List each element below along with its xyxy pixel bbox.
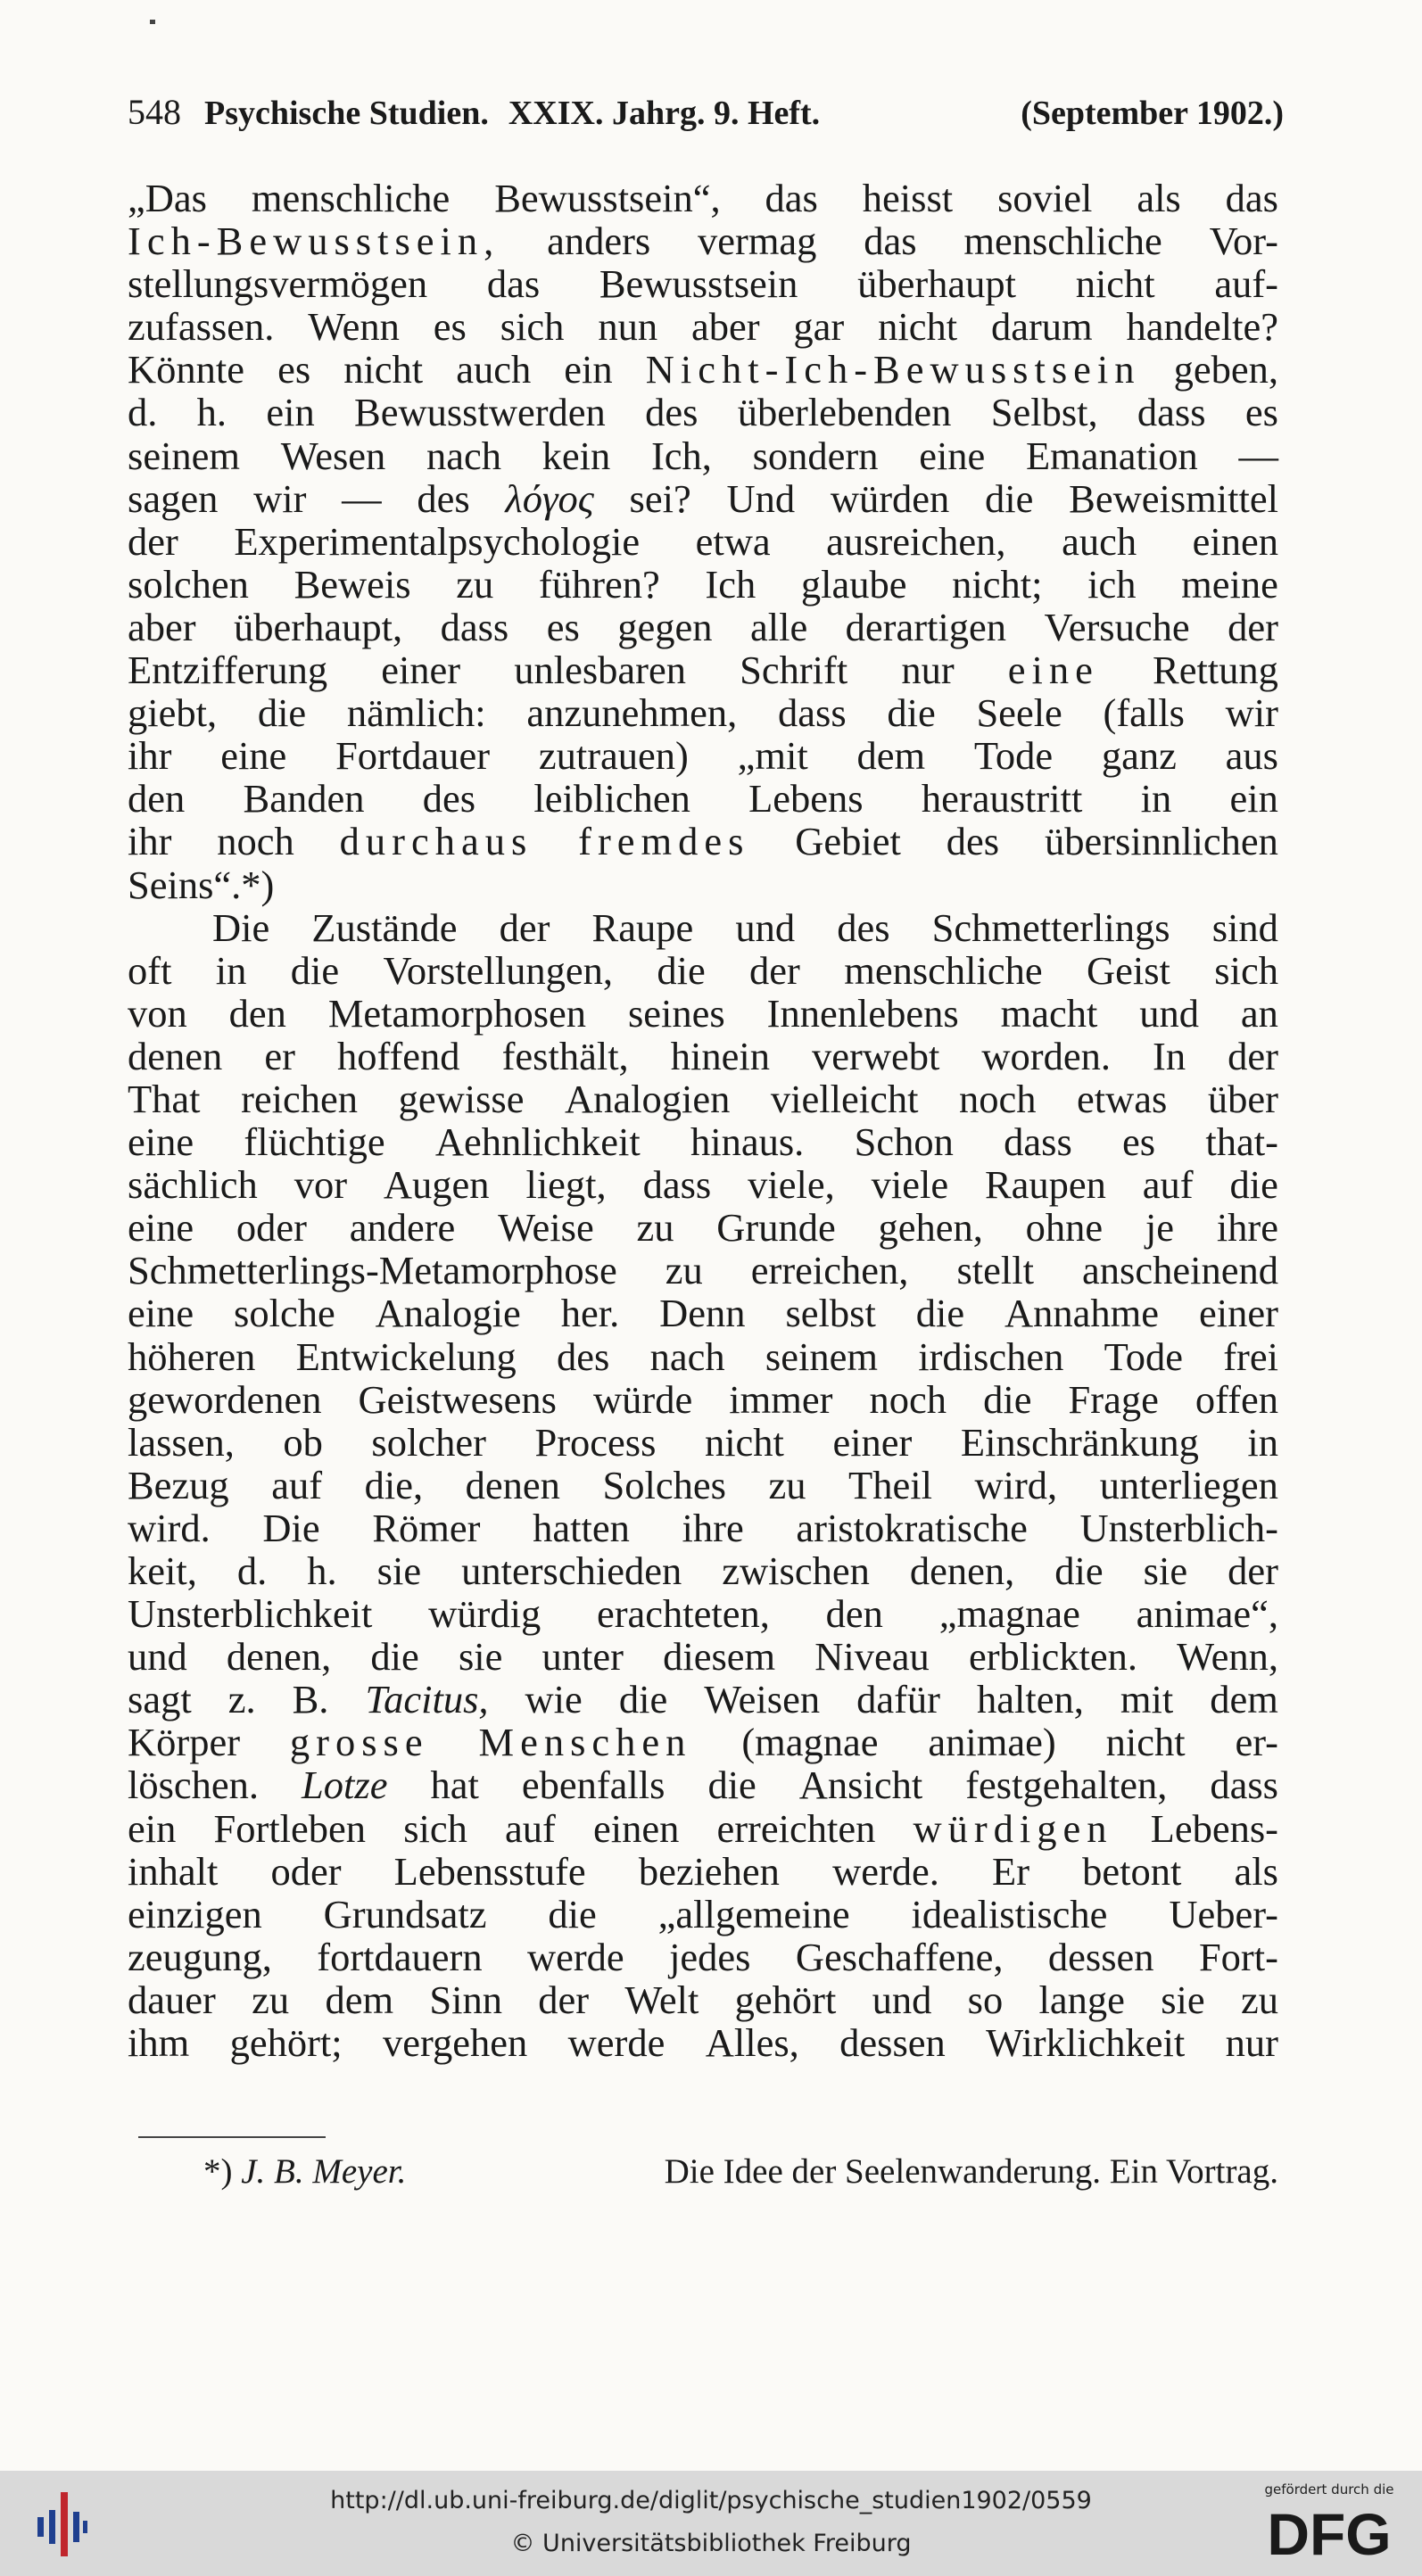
dfg-logo-text: DFG <box>1267 2501 1392 2564</box>
text-line: giebt, die nämlich: anzunehmen, dass die Seele (falls wir <box>128 690 1278 736</box>
footnote-rule <box>138 2136 326 2138</box>
text-line: eine solche Analogie her. Denn selbst die Annahme einer <box>128 1291 1278 1336</box>
journal-title: Psychische Studien. <box>204 95 489 132</box>
footnote-author: J. B. Meyer. <box>241 2152 407 2191</box>
footnote-marker: *) <box>203 2152 233 2191</box>
dfg-caption: gefördert durch die <box>1264 2481 1394 2498</box>
text-line: einzigen Grundsatz die „allgemeine idealistische Ueber- <box>128 1891 1278 1936</box>
text-line: sächlich vor Augen liegt, dass viele, viele Raupen auf die <box>128 1162 1278 1208</box>
footnote <box>203 2151 1278 2192</box>
text-line: sagen wir — des λόγος sei? Und würden die Beweismittel <box>128 475 1278 521</box>
text-line: ihr eine Fortdauer zutrauen) „mit dem Tode ganz aus <box>128 733 1278 779</box>
text-line: denen er hoffend festhält, hinein verwebt worden. In der <box>128 1033 1278 1078</box>
text-line: keit, d. h. sie unterschieden zwischen denen, die sie der <box>128 1548 1278 1593</box>
text-line: stellungsvermögen das Bewusstsein überhaupt nicht auf- <box>128 261 1278 307</box>
text-line: oft in die Vorstellungen, die der menschliche Geist sich <box>128 947 1278 993</box>
copyright-notice: © Universitätsbibliothek Freiburg <box>510 2530 912 2557</box>
text-line: eine oder andere Weise zu Grunde gehen, ohne je ihre <box>128 1205 1278 1251</box>
text-line: Ich-Bewusstsein, anders vermag das menschliche Vor- <box>128 219 1278 264</box>
text-line: lassen, ob solcher Process nicht einer Einschränkung in <box>128 1419 1278 1465</box>
page-number: 548 <box>128 92 181 132</box>
text-line: Unsterblichkeit würdig erachteten, den „magnae animae“, <box>128 1591 1278 1637</box>
text-line: Körper grosse Menschen (magnae animae) nicht er- <box>128 1720 1278 1765</box>
text-line: dauer zu dem Sinn der Welt gehört und so lange sie zu <box>128 1977 1278 2022</box>
text-line: höheren Entwickelung des nach seinem irdischen Tode frei <box>128 1333 1278 1379</box>
text-line: eine flüchtige Aehnlichkeit hinaus. Schon dass es that- <box>128 1119 1278 1165</box>
text-line: und denen, die sie unter diesem Niveau erblickten. Wenn, <box>128 1634 1278 1680</box>
text-line: d. h. ein Bewusstwerden des überlebenden Selbst, dass es <box>128 390 1278 435</box>
text-line: solchen Beweis zu führen? Ich glaube nicht; ich meine <box>128 561 1278 607</box>
text-line: seinem Wesen nach kein Ich, sondern eine Emanation — <box>128 433 1278 478</box>
text-line: wird. Die Römer hatten ihre aristokratische Unsterblich- <box>128 1505 1278 1550</box>
text-line: sagt z. B. Tacitus, wie die Weisen dafür halten, mit dem <box>128 1677 1278 1722</box>
scan-speck <box>150 20 155 24</box>
text-line: den Banden des leiblichen Lebens heraustritt in ein <box>128 776 1278 822</box>
body-text <box>128 177 1278 2064</box>
text-line: inhalt oder Lebensstufe beziehen werde. Er betont als <box>128 1848 1278 1894</box>
running-header <box>128 91 1284 133</box>
text-line: gewordenen Geistwesens würde immer noch die Frage offen <box>128 1376 1278 1422</box>
text-line: Die Zustände der Raupe und des Schmetterlings sind <box>212 904 1278 950</box>
text-line: That reichen gewisse Analogien vielleicht noch etwas über <box>128 1076 1278 1121</box>
text-line: aber überhaupt, dass es gegen alle derartigen Versuche der <box>128 604 1278 649</box>
footer-bar <box>0 2471 1422 2576</box>
text-line: Schmetterlings-Metamorphose zu erreichen, stellt anscheinend <box>128 1248 1278 1293</box>
volume-info: XXIX. Jahrg. 9. Heft. <box>508 95 821 132</box>
text-line: Entzifferung einer unlesbaren Schrift nur eine Rettung <box>128 648 1278 693</box>
dfg-logo-icon <box>1258 2501 1401 2564</box>
issue-date: (September 1902.) <box>1021 95 1284 132</box>
text-line: ihm gehört; vergehen werde Alles, dessen Wirklichkeit nur <box>128 2020 1278 2066</box>
text-line: löschen. Lotze hat ebenfalls die Ansicht festgehalten, dass <box>128 1763 1278 1808</box>
dfg-sponsor <box>1249 2481 1410 2571</box>
text-line: von den Metamorphosen seines Innenlebens macht und an <box>128 990 1278 1036</box>
footnote-text: Die Idee der Seelenwanderung. Ein Vortrag. <box>664 2152 1278 2191</box>
text-line: Bezug auf die, denen Solches zu Theil wird, unterliegen <box>128 1462 1278 1507</box>
text-line: zufassen. Wenn es sich nun aber gar nicht darum handelte? <box>128 304 1278 350</box>
source-url[interactable]: http://dl.ub.uni-freiburg.de/diglit/psychische_studien1902/0559 <box>330 2487 1092 2514</box>
text-line: „Das menschliche Bewusstsein“, das heisst soviel als das <box>128 176 1278 220</box>
text-line: der Experimentalpsychologie etwa ausreichen, auch einen <box>128 518 1278 564</box>
text-line: Seins“.*) <box>128 862 275 907</box>
text-line: zeugung, fortdauern werde jedes Geschaffene, dessen Fort- <box>128 1934 1278 1979</box>
text-line: ihr noch durchaus fremdes Gebiet des übersinnlichen <box>128 819 1278 864</box>
text-line: Könnte es nicht auch ein Nicht-Ich-Bewusstsein geben, <box>128 347 1278 392</box>
text-line: ein Fortleben sich auf einen erreichten würdigen Lebens- <box>128 1805 1278 1851</box>
